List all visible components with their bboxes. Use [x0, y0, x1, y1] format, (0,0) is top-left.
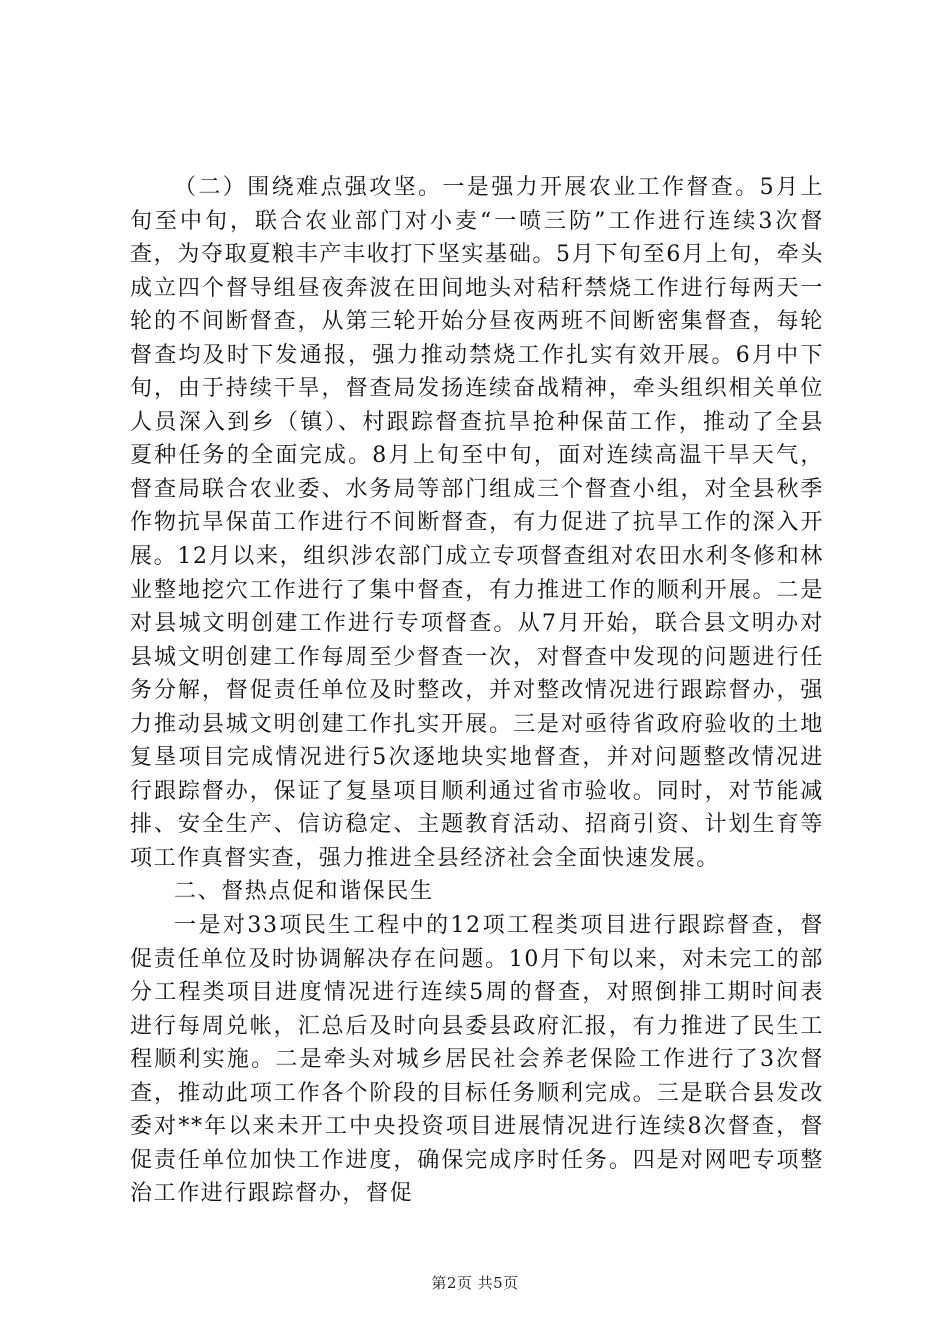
paragraph-livelihood-projects: 一是对33项民生工程中的12项工程类项目进行跟踪督查，督促责任单位及时协调解决存在问题。10月下旬以来，对未完工的部分工程类项目进度情况进行连续5周的督查，对照倒排工期时间表进行每周兑帐，汇总后及时向县委县政府汇报，有力推进了民生工程顺利实施。二是牵头对城乡居民社会养老保险工作进行了3次督查，推动此项工作各个阶段的目标任务顺利完成。三是联合县发改委对**年以来未开工中央投资项目进展情况进行连续8次督查，督促责任单位加快工作进度，确保完成序时任务。四是对网吧专项整治工作进行跟踪督办，督促 — [130, 913, 824, 1207]
paragraph-focus-difficulties: （二）围绕难点强攻坚。一是强力开展农业工作督查。5月上旬至中旬，联合农业部门对小麦“一喷三防”工作进行连续3次督查，为夺取夏粮丰产丰收打下坚实基础。5月下旬至6月上旬，牵头成立四个督导组昼夜奔波在田间地头对秸秆禁烧工作进行每两天一轮的不间断督查，从第三轮开始分昼夜两班不间断密集督查，每轮督查均及时下发通报，强力推动禁烧工作扎实有效开展。6月中下旬，由于持续干旱，督查局发扬连续奋战精神，牵头组织相关单位人员深入到乡（镇）、村跟踪督查抗旱抢种保苗工作，推动了全县夏种任务的全面完成。8月上旬至中旬，面对连续高温干旱天气，督查局联合农业委、水务局等部门组成三个督查小组，对全县秋季作物抗旱保苗工作进行不间断督查，有力促进了抗旱工作的深入开展。12月以来，组织涉农部门成立专项督查组对农田水利冬修和林业整地挖穴工作进行了集中督查，有力推进工作的顺利开展。二是对县城文明创建工作进行专项督查。从7月开始，联合县文明办对县城文明创建工作每周至少督查一次，对督查中发现的问题进行任务分解，督促责任单位及时整改，并对整改情况进行跟踪督办，强力推动县城文明创建工作扎实开展。三是对亟待省政府验收的土地复垦项目完成情况进行5次逐地块实地督查，并对问题整改情况进行跟踪督办，保证了复垦项目顺利通过省市验收。同时，对节能减排、安全生产、信访稳定、主题教育活动、招商引资、计划生育等项工作真督实查，强力推进全县经济社会全面快速发展。 — [130, 175, 824, 871]
section-heading: 二、督热点促和谐保民生 — [174, 879, 434, 905]
document-body — [130, 171, 824, 1211]
page-number-footer: 第2页 共5页 — [431, 1274, 519, 1292]
